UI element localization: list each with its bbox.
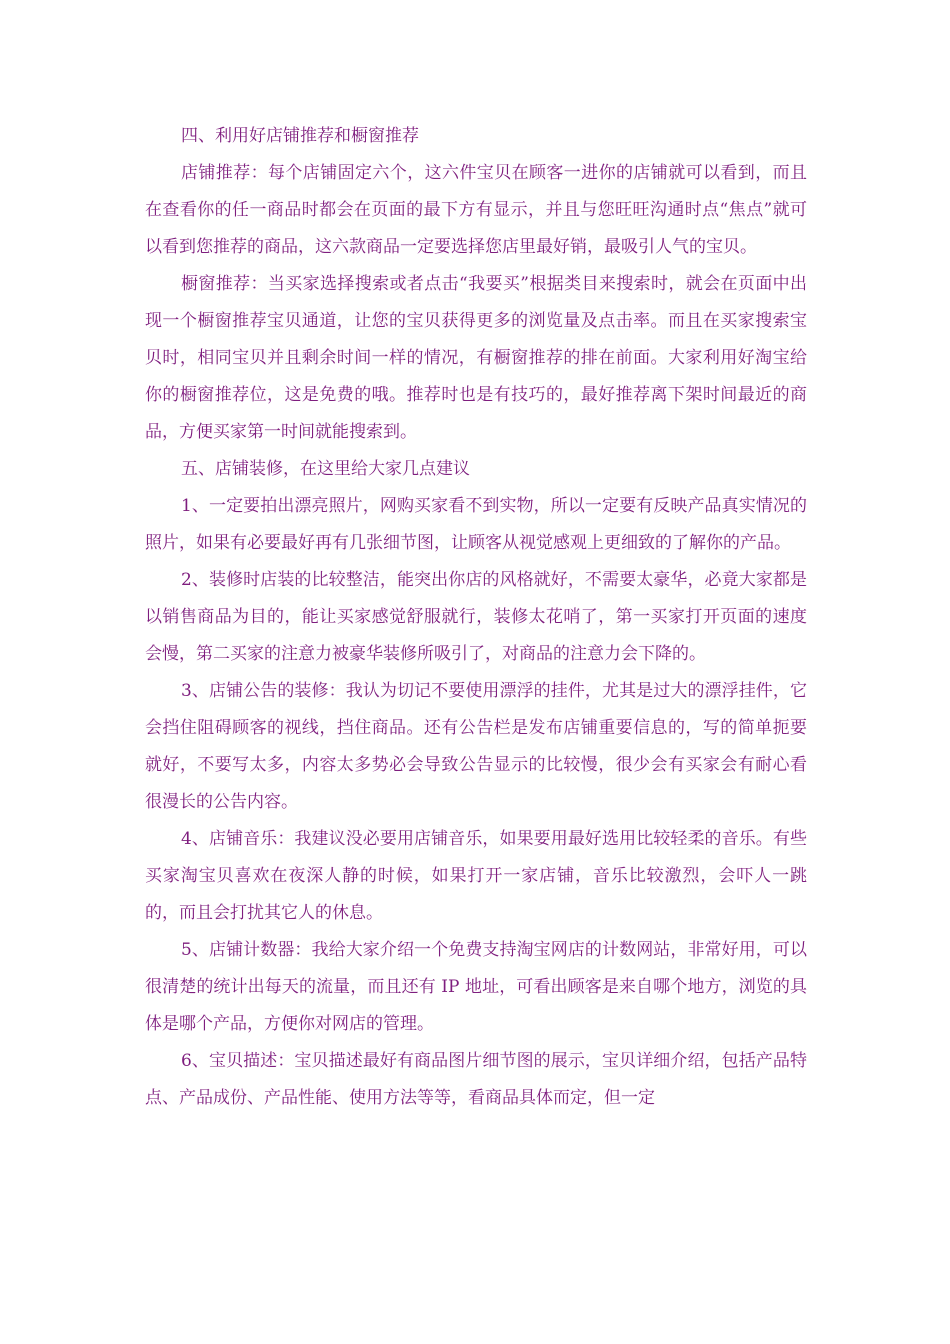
- list-item-5-counter: 5、店铺计数器：我给大家介绍一个免费支持淘宝网店的计数网站，非常好用，可以很清楚的统计出每天的流量，而且还有 IP 地址，可看出顾客是来自哪个地方，浏览的具体是哪个产品，方便你对网店的管理。: [145, 940, 807, 1034]
- list-item-6-description: 6、宝贝描述：宝贝描述最好有商品图片细节图的展示，宝贝详细介绍，包括产品特点、产品成份、产品性能、使用方法等等，看商品具体而定，但一定: [145, 1051, 807, 1108]
- list-item-4-music: 4、店铺音乐：我建议没必要用店铺音乐，如果要用最好选用比较轻柔的音乐。有些买家淘宝贝喜欢在夜深人静的时候，如果打开一家店铺，音乐比较激烈，会吓人一跳的，而且会打扰其它人的休息。: [145, 829, 807, 923]
- list-item-1-photos: 1、一定要拍出漂亮照片，网购买家看不到实物，所以一定要有反映产品真实情况的照片，如果有必要最好再有几张细节图，让顾客从视觉感观上更细致的了解你的产品。: [145, 496, 807, 553]
- section-heading-4: 四、利用好店铺推荐和橱窗推荐: [181, 126, 419, 146]
- list-item-2-decoration: 2、装修时店装的比较整洁，能突出你店的风格就好，不需要太豪华，必竟大家都是以销售商品为目的，能让买家感觉舒服就行，装修太花哨了，第一买家打开页面的速度会慢，第二买家的注意力被豪华装修所吸引了，对商品的注意力会下降的。: [145, 570, 807, 664]
- paragraph-window-recommendation: 橱窗推荐：当买家选择搜索或者点击“我要买”根据类目来搜索时，就会在页面中出现一个橱窗推荐宝贝通道，让您的宝贝获得更多的浏览量及点击率。而且在买家搜索宝贝时，相同宝贝并且剩余时间一样的情况，有橱窗推荐的排在前面。大家利用好淘宝给你的橱窗推荐位，这是免费的哦。推荐时也是有技巧的，最好推荐离下架时间最近的商品，方便买家第一时间就能搜索到。: [145, 274, 807, 442]
- document-body: [145, 118, 807, 1117]
- paragraph-shop-recommendation: 店铺推荐：每个店铺固定六个，这六件宝贝在顾客一进你的店铺就可以看到，而且在查看你的任一商品时都会在页面的最下方有显示，并且与您旺旺沟通时点“焦点”就可以看到您推荐的商品，这六款商品一定要选择您店里最好销，最吸引人气的宝贝。: [145, 163, 807, 257]
- section-heading-5: 五、店铺装修，在这里给大家几点建议: [181, 459, 470, 479]
- list-item-3-announcement: 3、店铺公告的装修：我认为切记不要使用漂浮的挂件，尤其是过大的漂浮挂件，它会挡住阻碍顾客的视线，挡住商品。还有公告栏是发布店铺重要信息的，写的简单扼要就好，不要写太多，内容太多势必会导致公告显示的比较慢，很少会有买家会有耐心看很漫长的公告内容。: [145, 681, 807, 812]
